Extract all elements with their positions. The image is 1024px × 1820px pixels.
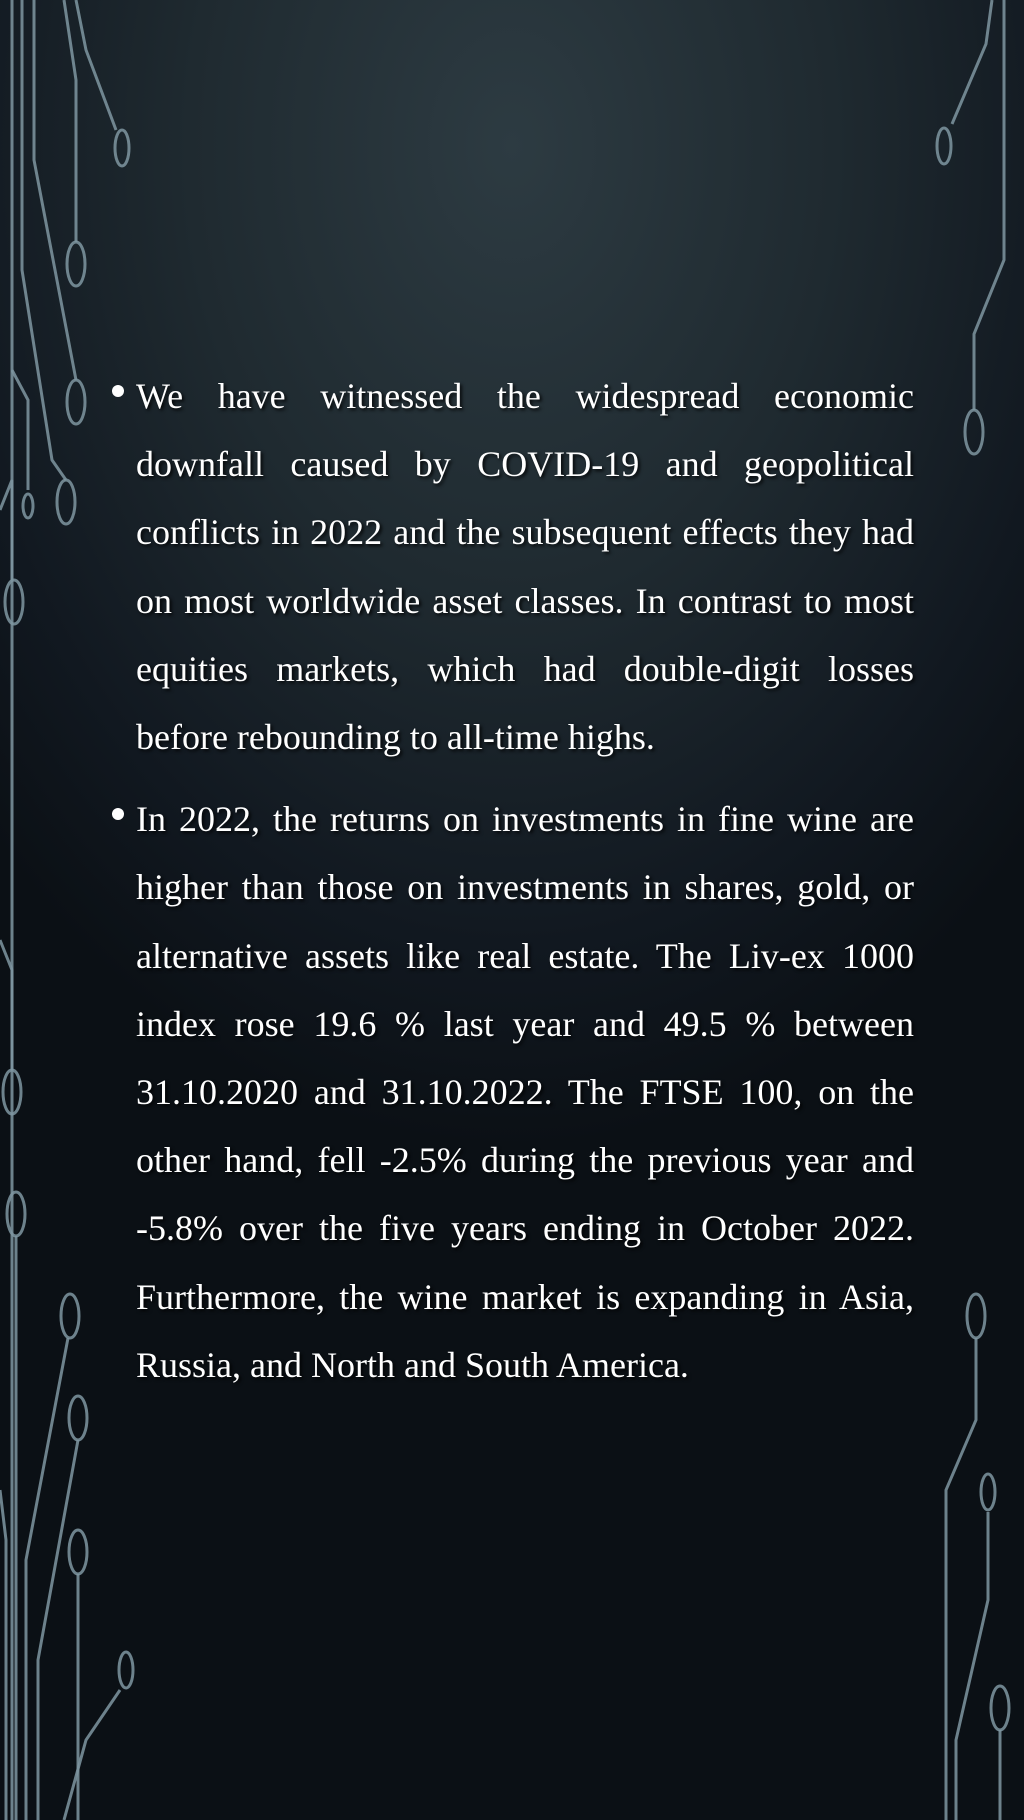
circuit-node	[69, 1530, 87, 1574]
circuit-trace	[38, 1440, 78, 1820]
circuit-node	[57, 480, 75, 524]
circuit-trace	[956, 1512, 988, 1820]
bullet-text: We have witnessed the widespread economic downfall caused by COVID-19 and geopolitical conflicts in 2022 and the subsequent effects they had on most worldwide asset classes. In contrast to most equities markets, which had double-digit losses before rebounding to all-time highs.	[136, 376, 914, 758]
bullet-item	[110, 362, 914, 771]
circuit-node	[115, 130, 129, 166]
circuit-trace	[0, 940, 12, 1070]
circuit-node	[5, 580, 23, 624]
circuit-node	[23, 494, 33, 518]
circuit-trace	[76, 0, 116, 130]
circuit-node	[965, 410, 983, 454]
circuit-node	[937, 128, 951, 164]
circuit-trace	[64, 0, 76, 242]
slide-body	[110, 362, 914, 1413]
circuit-trace	[952, 0, 992, 124]
circuit-node	[967, 1294, 985, 1338]
circuit-trace	[974, 0, 1004, 410]
circuit-node	[69, 1396, 87, 1440]
circuit-node	[7, 1192, 25, 1236]
circuit-trace	[64, 1690, 120, 1820]
circuit-node	[991, 1686, 1009, 1730]
bullet-item	[110, 785, 914, 1399]
circuit-trace	[26, 1338, 68, 1820]
circuit-node	[61, 1294, 79, 1338]
bullet-icon	[112, 808, 124, 820]
circuit-node	[981, 1474, 995, 1510]
circuit-trace	[34, 0, 76, 380]
circuit-node	[67, 242, 85, 286]
circuit-trace	[0, 1490, 6, 1820]
circuit-trace	[946, 1338, 976, 1820]
circuit-trace	[22, 0, 66, 480]
circuit-node	[119, 1652, 133, 1688]
circuit-node	[3, 1070, 21, 1114]
circuit-trace	[12, 370, 28, 490]
bullet-text: In 2022, the returns on investments in fine wine are higher than those on investments in shares, gold, or alternative assets like real estate. The Liv-ex 1000 index rose 19.6 % last year and 49.5 % between 31.10.2020 and 31.10.2022. The FTSE 100, on the other hand, fell -2.5% during the previous year and -5.8% over the five years ending in October 2022. Furthermore, the wine market is expanding in Asia, Russia, and North and South America.	[136, 799, 914, 1385]
bullet-icon	[112, 385, 124, 397]
circuit-node	[67, 380, 85, 424]
circuit-trace	[0, 480, 12, 580]
